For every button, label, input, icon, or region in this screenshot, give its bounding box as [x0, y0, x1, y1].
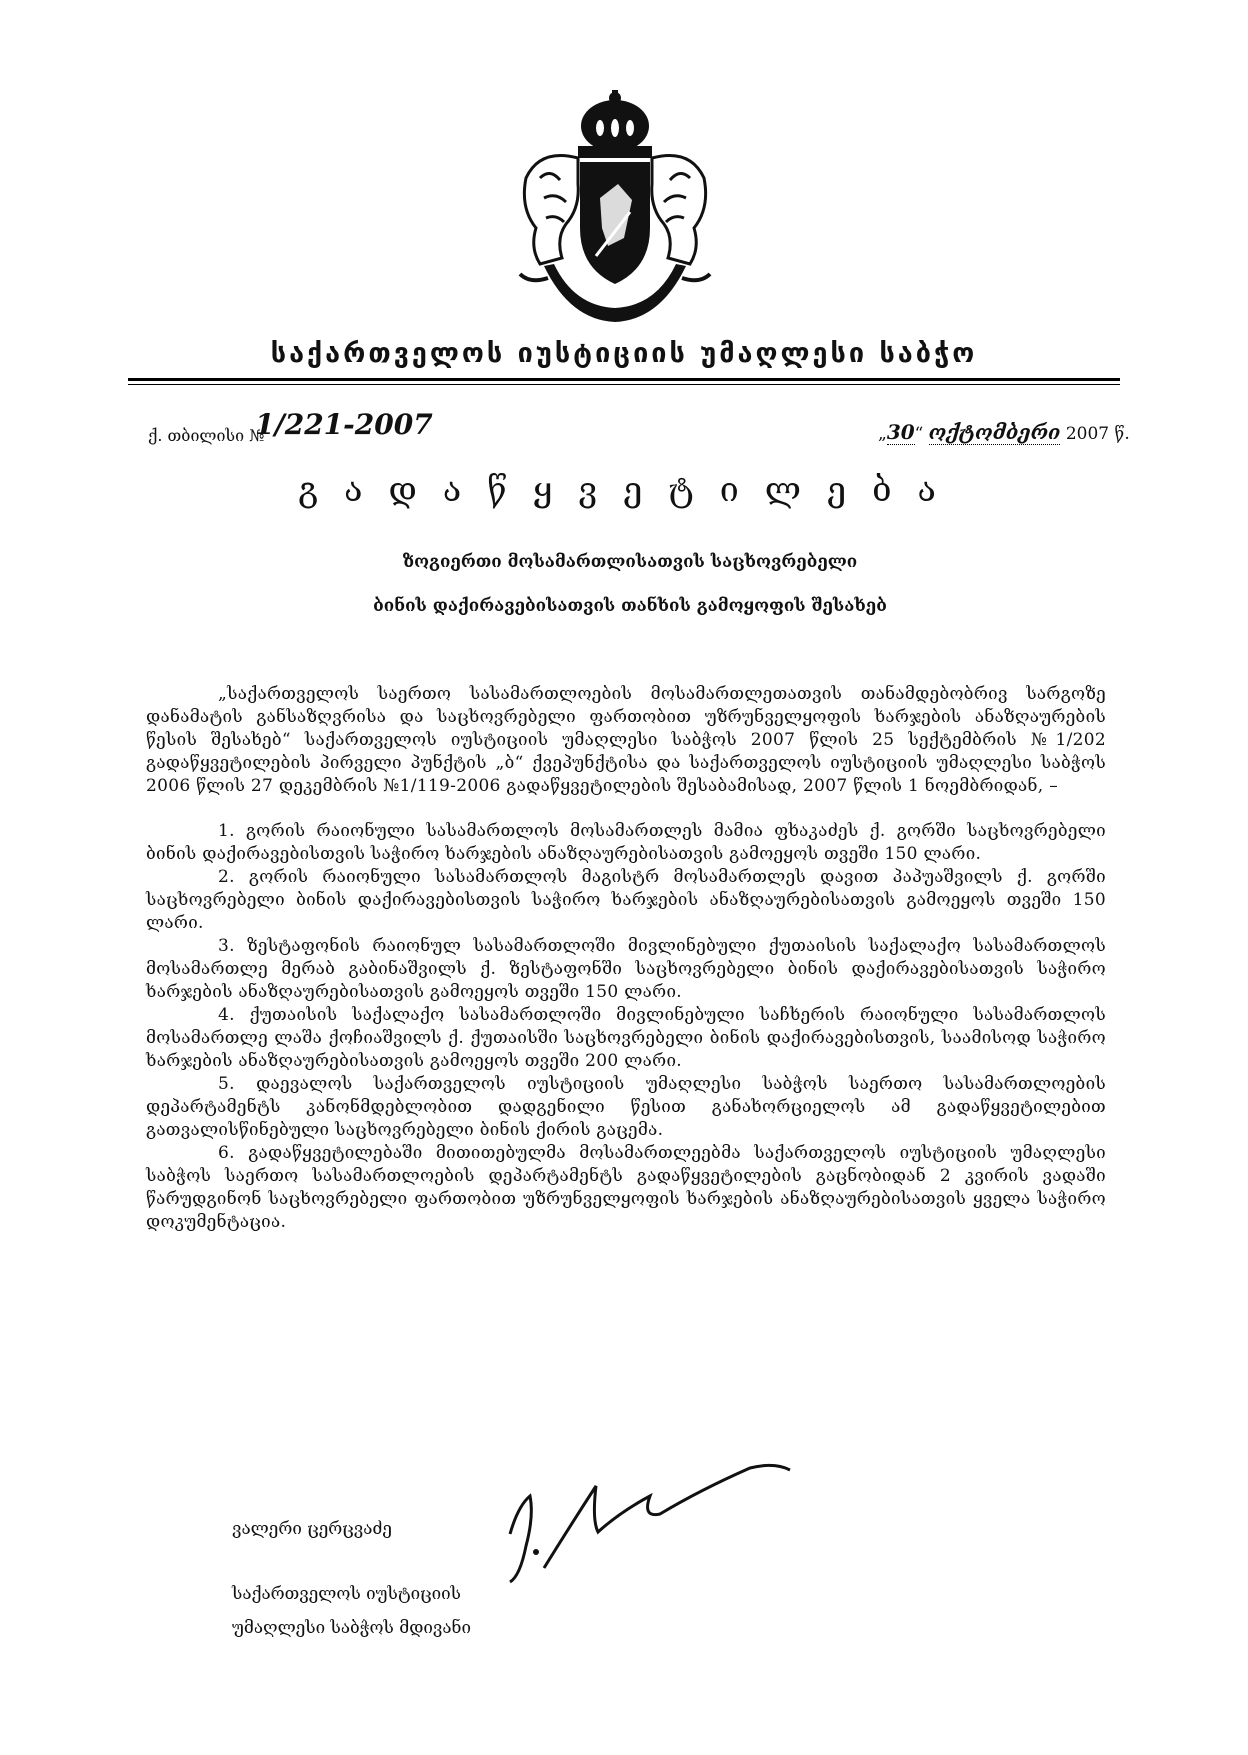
signer-role: [232, 1577, 471, 1645]
decision-item: 3. ზესტაფონის რაიონულ სასამართლოში მივლინებული ქუთაისის საქალაქო სასამართლოს მოსამართლე მერაბ გაბინაშვილს ქ. ზესტაფონში საცხოვრებელი ბინის დაქირავებისათვის საჭირო ხარჯების ანაზღაურებისათვის გამოეყოს თვეში 150 ლარი.: [146, 936, 1106, 1002]
document-subject: [180, 540, 1080, 628]
document-date: „30“ ოქტომბერი 2007 წ.: [878, 420, 1130, 444]
decision-item: 1. გორის რაიონული სასამართლოს მოსამართლეს მამია ფხაკაძეს ქ. გორში საცხოვრებელი ბინის დაქირავებისთვის საჭირო ხარჯების ანაზღაურებისათვის გამოეყოს თვეში 150 ლარი.: [146, 821, 1106, 864]
decision-item: 6. გადაწყვეტილებაში მითითებულმა მოსამართლეებმა საქართველოს იუსტიციის უმაღლესი საბჭოს საერთო სასამართლოების დეპარტამენტს გადაწყვეტილების გაცნობიდან 2 კვირის ვადაში წარუდგინონ საცხოვრებელი ფართობით უზრუნველყოფის ხარჯების ანაზღაურებისათვის ყველა საჭირო დოკუმენტაცია.: [146, 1143, 1106, 1232]
header-rule: [128, 378, 1120, 381]
georgia-coat-of-arms-icon: [500, 88, 730, 328]
subject-line-2: ბინის დაქირავებისათვის თანხის გამოყოფის შესახებ: [373, 596, 887, 616]
decision-item: 5. დაევალოს საქართველოს იუსტიციის უმაღლესი საბჭოს საერთო სასამართლოების დეპარტამენტს კანონმდებლობით დადგენილი წესით განახორციელოს ამ გადაწყვეტილებით გათვალისწინებული საცხოვრებელი ბინის ქირის გაცემა.: [146, 1074, 1106, 1140]
document-number: 1/221-2007: [255, 408, 433, 441]
decision-item: 4. ქუთაისის საქალაქო სასამართლოში მივლინებული საჩხერის რაიონული სასამართლოს მოსამართლე ლაშა ქოჩიაშვილს ქ. ქუთაისში საცხოვრებელი ბინის დაქირავებისთვის, საამისოდ საჭირო ხარჯების ანაზღაურებისათვის გამოეყოს თვეში 200 ლარი.: [146, 1005, 1106, 1071]
decision-item: 2. გორის რაიონული სასამართლოს მაგისტრ მოსამართლეს დავით პაპუაშვილს ქ. გორში საცხოვრებელი ბინის დაქირავებისთვის საჭირო ხარჯების ანაზღაურებისათვის გამოეყოს თვეში 150 ლარი.: [146, 867, 1106, 933]
document-body: [146, 683, 1106, 1234]
signer-role-line-1: საქართველოს იუსტიციის: [232, 1584, 461, 1604]
preamble-paragraph: „საქართველოს საერთო სასამართლოების მოსამართლეთათვის თანამდებობრივ სარგოზე დანამატის განსაზღვრისა და საცხოვრებელი ფართობით უზრუნველყოფის ხარჯების ანაზღაურების წესის შესახებ“ საქართველოს იუსტიციის უმაღლესი საბჭოს 2007 წლის 25 სექტემბრის №1/202 გადაწყვეტილების პირველი პუნქტის „ბ“ ქვეპუნქტისა და საქართველოს იუსტიციის უმაღლესი საბჭოს 2006 წლის 27 დეკემბრის №1/119-2006 გადაწყვეტილების შესაბამისად, 2007 წლის 1 ნოემბრიდან, –: [146, 684, 1106, 796]
institution-name: საქართველოს იუსტიციის უმაღლესი საბჭო: [270, 338, 978, 369]
document-title: გადაწყვეტილება: [298, 470, 962, 510]
date-month: ოქტომბერი: [928, 420, 1061, 444]
subject-line-1: ზოგიერთი მოსამართლისათვის საცხოვრებელი: [402, 552, 858, 572]
date-day: 30: [886, 420, 915, 444]
date-year: 2007 წ.: [1065, 424, 1130, 444]
header-rule-thin: [128, 384, 1120, 385]
city-label: ქ. თბილისი №: [148, 426, 265, 445]
signer-name: ვალერი ცერცვაძე: [232, 1519, 392, 1539]
signer-role-line-2: უმაღლესი საბჭოს მდივანი: [232, 1618, 472, 1638]
handwritten-signature: [500, 1456, 800, 1586]
